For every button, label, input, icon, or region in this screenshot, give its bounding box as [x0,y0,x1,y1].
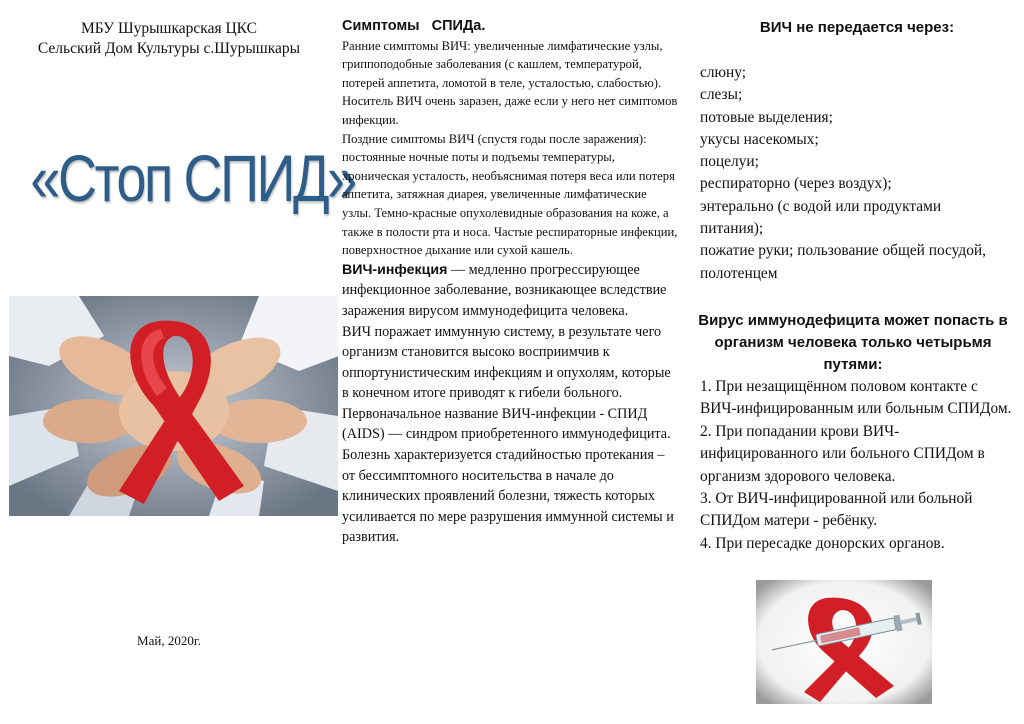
list-item: 1. При незащищённом половом контакте с ВИЧ-инфицированным или больным СПИДом. [700,378,1012,418]
org-line-2: Сельский Дом Культуры с.Шурышкары [37,40,301,57]
early-symptoms-text: Ранние симптомы ВИЧ: увеличенные лимфатические узлы, гриппоподобные заболевания (с кашлем, температурой, потерей аппетита, ломотой в теле, усталостью, слабостью). Носитель ВИЧ очень заразен, даже если у него нет симптомов инфекции. [342,38,678,127]
org-line-1: МБУ Шурышкарская ЦКС [81,20,257,37]
list-item: слезы; [700,86,743,104]
not-transmitted-heading: ВИЧ не передается через: [759,19,955,36]
hiv-definition [342,260,678,322]
list-item: 2. При попадании крови ВИЧ-инфицированного или больного СПИДом в организм здорового человека. [700,422,985,485]
list-item: 4. При пересадке донорских органов. [700,534,945,552]
not-transmitted-list [700,62,1000,285]
disease-stages-text: Болезнь характеризуется стадийностью протекания – от бессимптомного носительства в начале до клинических проявлений болезни, тяжесть которых усиливается по мере разрушения иммунной системы и развития. [342,447,674,546]
syringe-ribbon-image [756,580,932,704]
hiv-term: ВИЧ-инфекция [342,261,448,278]
list-item: слюну; [700,64,747,81]
brochure-title: «Стоп СПИД» [30,141,355,215]
list-item: энтерально (с водой или продуктами питания); [700,197,942,238]
list-item: укусы насекомых; [700,130,819,148]
organization-name [0,0,338,59]
transmission-ways-heading: Вирус иммунодефицита может попасть в организм человека только четырьмя путями: [698,312,1008,373]
immune-system-text: ВИЧ поражает иммунную систему, в результате чего организм становится высоко восприимчив к оппортунистическим инфекциям и опухолям, которые в конечном итоге приводят к гибели больного. Первоначальное название ВИЧ-инфекции - СПИД (AIDS) — синдром приобретенного иммунодефицита. [342,323,671,443]
cover-panel [0,0,355,724]
symptoms-heading: Симптомы СПИДа. [342,18,486,34]
publication-date: Май, 2020г. [137,633,201,648]
list-item: потовые выделения; [700,108,833,126]
symptoms-panel [342,0,678,724]
late-symptoms-text: Поздние симптомы ВИЧ (спустя годы после заражения): постоянные ночные поты и подъемы температуры, хроническая усталость, необъяснимая потеря веса или потеря аппетита, затяжная диарея, увеличенные лимфатические узлы. Темно-красные опухолевидные образования на коже, а также в полости рта и носа. Частые респираторные инфекции, поверхностное дыхание или сухой кашель. [342,131,678,258]
list-item: поцелуи; [700,153,759,171]
transmission-ways-list [700,376,1016,555]
list-item: 3. От ВИЧ-инфицированной или больной СПИДом матери - ребёнку. [700,490,973,530]
list-item: респираторно (через воздух); [700,175,892,193]
transmission-panel [690,0,1024,724]
hiv-definition-text: — медленно прогрессирующее инфекционное заболевание, возникающее вследствие заражения вирусом иммунодефицита человека. [342,261,667,319]
hands-ribbon-image [9,296,338,516]
list-item: пожатие руки; пользование общей посудой, полотенцем [700,242,987,282]
